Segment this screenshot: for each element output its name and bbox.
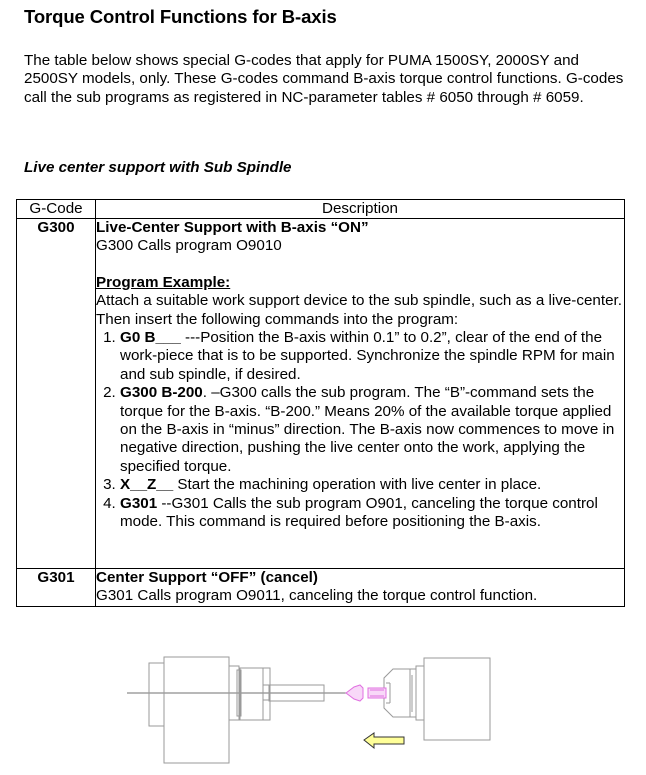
program-example-label: Program Example: (96, 273, 231, 291)
gcode-cell: G301 (17, 569, 96, 607)
gcode-cell: G300 (17, 219, 96, 569)
gcode-table (16, 199, 625, 607)
step-command: G301 (120, 494, 158, 512)
main-chuck (240, 668, 270, 720)
main-spindle-back-plate (149, 663, 164, 726)
direction-arrow-icon (364, 733, 404, 748)
list-item (120, 329, 624, 384)
step-text: . –G300 calls the sub program. The “B”-command sets the torque for the B-axis. “B-200.” Means 20% of the available torque applied on the B-axis in “minus” direction. The B-axis now commences to move in negative direction, pushing the live center onto the work, applying the specified torque. (120, 384, 615, 475)
intro-paragraph: The table below shows special G-codes that apply for PUMA 1500SY, 2000SY and 2500SY models, only. These G-codes command B-axis torque control functions. G-codes call the sub programs as registered in NC-parameter tables # 6050 through # 6059. (24, 52, 624, 106)
description-cell (96, 569, 625, 607)
live-center (330, 685, 386, 701)
description-cell (96, 219, 625, 569)
steps-list (96, 329, 624, 531)
row-heading: Live-Center Support with B-axis “ON” (96, 219, 369, 236)
step-text: --G301 Calls the sub program O901, canceling the torque control mode. This command is required before positioning the B-axis. (120, 494, 598, 531)
table-header-row (17, 200, 625, 219)
live-center-tip (346, 685, 363, 701)
list-item (120, 476, 624, 494)
list-item (120, 384, 624, 476)
main-spindle-housing (164, 657, 229, 763)
header-gcode: G-Code (17, 200, 96, 219)
list-item (120, 495, 624, 532)
program-example-intro: Attach a suitable work support device to the sub spindle, such as a live-center. Then insert the following commands into the program: (96, 292, 622, 328)
step-text: Start the machining operation with live center in place. (173, 476, 542, 494)
step-command: X__Z__ (120, 476, 174, 494)
sub-spindle-housing (424, 658, 490, 740)
section-subtitle: Live center support with Sub Spindle (24, 159, 292, 176)
row-heading: Center Support “OFF” (cancel) (96, 569, 318, 586)
step-command: G300 B-200 (120, 384, 203, 402)
table-row (17, 569, 625, 607)
step-command: G0 B___ (120, 329, 181, 347)
page-title: Torque Control Functions for B-axis (24, 6, 337, 27)
step-text: ---Position the B-axis within 0.1” to 0.2”, clear of the end of the work-piece that is to be supported. Synchronize the spindle RPM for main and sub spindle, if desired. (120, 329, 615, 383)
sub-spindle-flange (416, 666, 424, 720)
row-calls: G300 Calls program O9010 (96, 237, 282, 255)
table-row (17, 219, 625, 569)
row-calls: G301 Calls program O9011, canceling the torque control function. (96, 587, 538, 605)
sub-spindle-chuck (384, 669, 416, 717)
live-center-diagram (0, 620, 646, 775)
header-description: Description (96, 200, 625, 219)
